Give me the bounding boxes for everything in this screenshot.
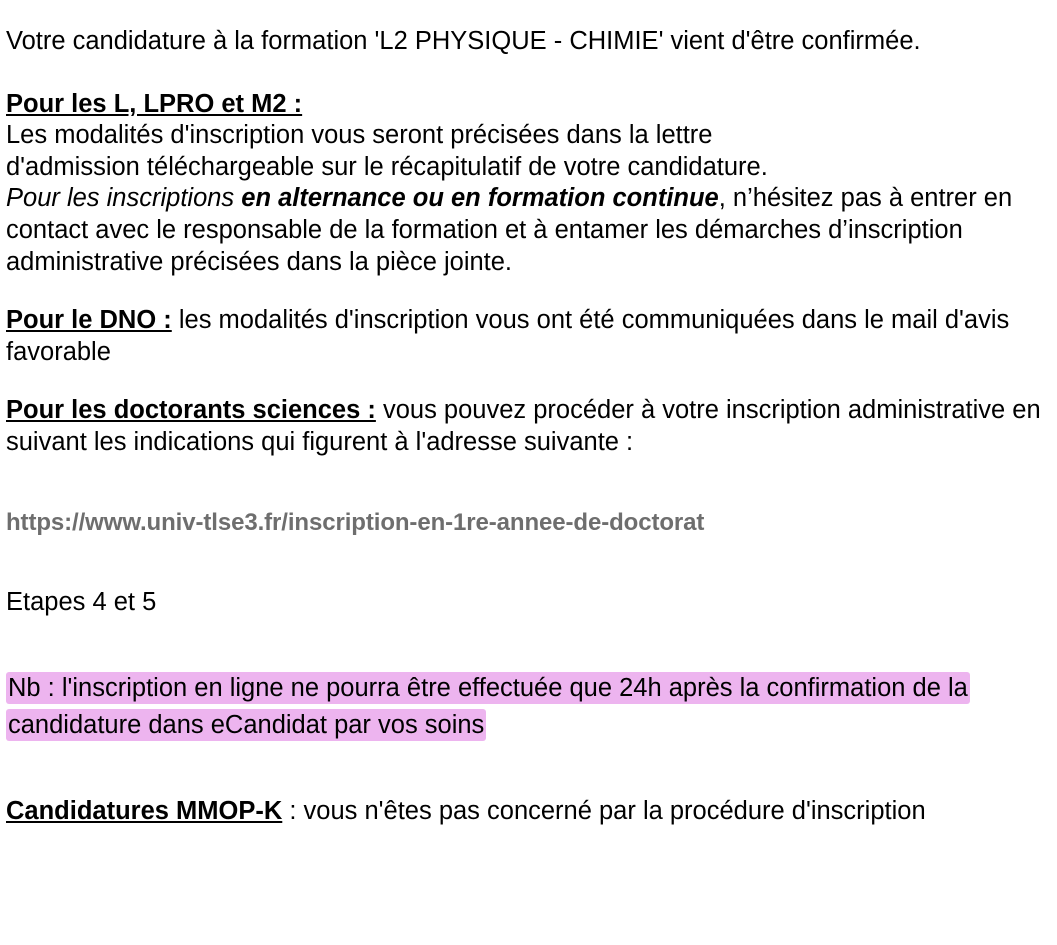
section-lpro-line2: d'admission téléchargeable sur le récapitulatif de votre candidature. xyxy=(6,152,768,181)
section-doctorants-text: vous pouvez procéder à votre inscription administrative en suivant les indications qui figurent à l'adresse suivante : xyxy=(6,396,1041,457)
section-dno xyxy=(6,305,1049,368)
section-dno-text: les modalités d'inscription vous ont été communiquées dans le mail d'avis favorable xyxy=(6,306,1010,366)
spacer xyxy=(6,769,1049,796)
spacer xyxy=(6,618,1049,644)
note-highlighted-text: Nb : l'inscription en ligne ne pourra être effectuée que 24h après la confirmation de la candidature dans eCandidat par vos soins xyxy=(8,673,968,739)
section-mmopk-text: : vous n'êtes pas concerné par la procédure d'inscription xyxy=(282,797,926,826)
section-doctorants-heading: Pour les doctorants sciences : xyxy=(6,396,376,425)
etapes-text: Etapes 4 et 5 xyxy=(6,587,157,616)
section-lpro-bold-italic: en alternance ou en formation continue xyxy=(241,184,719,213)
spacer xyxy=(6,368,1049,395)
spacer xyxy=(6,58,1049,89)
section-doctorants xyxy=(6,395,1049,458)
spacer xyxy=(6,278,1049,305)
note-paragraph xyxy=(6,670,1049,744)
confirmation-text: Votre candidature à la formation 'L2 PHYSIQUE - CHIMIE' vient d'être confirmée. xyxy=(6,27,921,55)
section-lpro xyxy=(6,89,1049,279)
spacer xyxy=(6,459,1049,485)
confirmation-paragraph xyxy=(6,26,1049,58)
section-dno-heading: Pour le DNO : xyxy=(6,306,172,335)
spacer xyxy=(6,561,1049,587)
section-mmopk-heading: Candidatures MMOP-K xyxy=(6,797,283,826)
doctorat-link[interactable]: https://www.univ-tlse3.fr/inscription-en-1re-annee-de-doctorat xyxy=(6,508,705,536)
section-mmopk xyxy=(6,796,1049,828)
section-lpro-italic-lead: Pour les inscriptions xyxy=(6,184,242,213)
section-lpro-after-bold: , n’hésitez pas à entrer en contact avec le responsable de la formation et à entamer les démarches d’inscription administrative précisées dans la pièce jointe. xyxy=(6,184,1013,276)
section-lpro-line1: Les modalités d'inscription vous seront précisées dans la lettre xyxy=(6,121,713,150)
section-lpro-heading: Pour les L, LPRO et M2 : xyxy=(6,89,303,118)
